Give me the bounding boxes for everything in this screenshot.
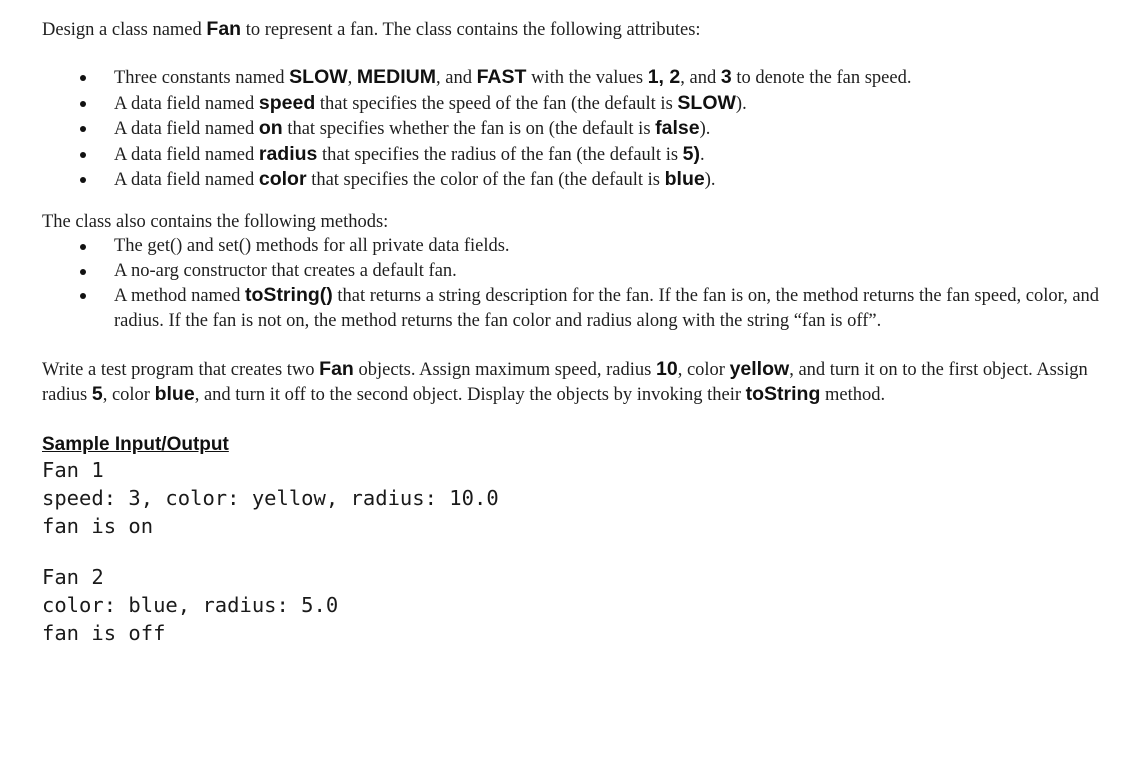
attr-text: A data field named [114, 93, 259, 114]
attr-text: , and [680, 68, 721, 88]
keyword-fast: FAST [476, 66, 527, 88]
keyword-tostring: toString() [245, 284, 333, 307]
keyword-blue: blue [154, 383, 195, 406]
attr-text: ). [704, 170, 716, 191]
attr-text: , and [436, 68, 477, 88]
keyword-radius-5: 5 [91, 383, 103, 406]
document [42, 17, 1132, 647]
intro-paragraph [42, 17, 1132, 42]
attr-text: ). [699, 119, 711, 140]
keyword-value-3: 3 [720, 66, 732, 88]
method-text: The get() and set() methods for all private data fields. [114, 235, 510, 256]
output-line: fan is off [42, 621, 166, 646]
attr-text: to denote the fan speed. [731, 68, 912, 88]
test-text: , and turn it off to the second object. Display the objects by invoking their [194, 385, 746, 406]
output-line: color: blue, radius: 5.0 [42, 593, 339, 618]
test-text: Write a test program that creates two [42, 360, 320, 381]
keyword-value-5: 5) [682, 142, 700, 165]
attr-text: Three constants named [114, 68, 290, 88]
output-line: speed: 3, color: yellow, radius: 10.0 [42, 486, 499, 511]
sample-output-block-2 [42, 563, 1132, 647]
methods-intro: The class also contains the following methods: [42, 211, 389, 232]
test-program-paragraph [42, 357, 1132, 407]
attribute-item-speed [42, 91, 1132, 117]
keyword-slow: SLOW [677, 91, 736, 114]
keyword-false: false [655, 117, 700, 140]
output-line: Fan 2 [42, 565, 104, 590]
attr-text: A data field named [114, 119, 259, 140]
output-line: Fan 1 [42, 458, 104, 483]
attribute-item-color [42, 167, 1132, 193]
intro-text-1: Design a class named [42, 20, 207, 40]
methods-list [42, 234, 1132, 333]
attr-text: , [347, 68, 357, 88]
attr-text: with the values [526, 68, 648, 88]
attributes-list [42, 65, 1132, 193]
attr-text: that specifies whether the fan is on (the default is [282, 119, 656, 140]
keyword-radius: radius [258, 142, 318, 165]
attr-text: that specifies the speed of the fan (the default is [315, 93, 678, 114]
keyword-yellow: yellow [729, 358, 790, 381]
sample-io-heading: Sample Input/Output [42, 434, 229, 456]
test-text: , and turn it on to the first object. Assign radius [42, 360, 1088, 406]
method-item-constructor [42, 259, 1132, 284]
keyword-radius-10: 10 [655, 358, 678, 381]
keyword-fan: Fan [319, 358, 354, 381]
test-text: method. [820, 385, 886, 406]
keyword-blue: blue [664, 168, 705, 191]
intro-text-2: to represent a fan. The class contains the following attributes: [241, 20, 701, 40]
attr-text: A data field named [114, 170, 259, 191]
keyword-on: on [258, 117, 283, 140]
test-text: , color [102, 385, 155, 406]
keyword-slow: SLOW [289, 66, 348, 88]
test-text: objects. Assign maximum speed, radius [353, 360, 656, 381]
keyword-tostring: toString [745, 383, 821, 406]
test-text: , color [677, 360, 730, 381]
keyword-speed: speed [258, 91, 316, 114]
attribute-item-constants [42, 65, 1132, 91]
keyword-values-1-2: 1, 2 [647, 66, 681, 88]
keyword-color: color [258, 168, 307, 191]
attribute-item-on [42, 116, 1132, 142]
attr-text: A data field named [114, 144, 259, 165]
sample-output-block-1 [42, 456, 1132, 540]
method-text: that returns a string description for the fan. If the fan is on, the method returns the fan speed, color, and radius. If the fan is not on, the method returns the fan color and radius along with the string “fan is off”. [114, 286, 1100, 331]
attr-text: . [700, 144, 705, 165]
keyword-medium: MEDIUM [356, 66, 436, 88]
attr-text: ). [735, 93, 747, 114]
attr-text: that specifies the radius of the fan (the default is [317, 144, 683, 165]
method-item-tostring [42, 283, 1132, 333]
method-text: A no-arg constructor that creates a default fan. [114, 260, 457, 281]
attr-text: that specifies the color of the fan (the default is [306, 170, 665, 191]
method-item-get-set [42, 234, 1132, 259]
attribute-item-radius [42, 142, 1132, 168]
class-name-fan: Fan [206, 18, 242, 40]
output-line: fan is on [42, 514, 154, 539]
method-text: A method named [114, 286, 246, 307]
